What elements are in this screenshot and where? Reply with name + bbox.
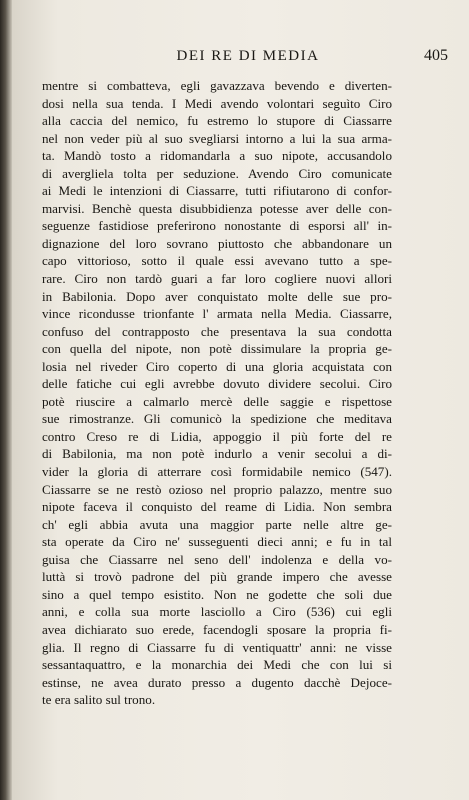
body-text xyxy=(42,77,392,709)
text-line: sessantaquattro, e la monarchia dei Medi che con lui si xyxy=(42,657,392,673)
text-line: anni, e colla sua morte lasciollo a Ciro (536) cui egli xyxy=(42,604,392,620)
text-line: luttà si trovò padrone del più grande impero che avesse xyxy=(42,569,392,585)
text-line: sino a quel tempo esistito. Non ne godette che soli due xyxy=(42,586,392,602)
text-line: estinse, ne avea durato presso a dugento dacchè Dejoce- xyxy=(42,674,392,690)
text-line: capo vittorioso, sotto il quale essi avevano tutto a spe- xyxy=(42,253,392,269)
text-line: con quella del nipote, non potè dissimulare la propria ge- xyxy=(42,341,392,357)
text-line: contro Creso re di Lidia, appoggio il più forte del re xyxy=(42,428,392,444)
text-line: glia. Il regno di Ciassarre fu di ventiquattr' anni: ne visse xyxy=(42,639,392,655)
text-line: alla caccia del nemico, fu estremo lo stupore di Ciassarre xyxy=(42,113,392,129)
text-line: marvisi. Benchè questa disubbidienza potesse aver delle con- xyxy=(42,200,392,216)
text-line: Ciassarre se ne restò ozioso nel proprio palazzo, mentre suo xyxy=(42,481,392,497)
text-line: seguenze fastidiose preferirono nonostante di esporsi all' in- xyxy=(42,218,392,234)
page-header xyxy=(48,48,448,70)
book-gutter-shadow xyxy=(0,0,12,800)
page-number: 405 xyxy=(424,47,448,64)
text-line: potè riuscire a calmarlo mercè delle saggie e rispettose xyxy=(42,393,392,409)
text-line: sta operate da Ciro ne' susseguenti dieci anni; e fu in tal xyxy=(42,534,392,550)
text-line: sue rimostranze. Gli comunicò la spedizione che meditava xyxy=(42,411,392,427)
text-line: vince ricondusse trionfante l' armata nella Media. Ciassarre, xyxy=(42,306,392,322)
text-line: dosi nella sua tenda. I Medi avendo volontari seguìto Ciro xyxy=(42,95,392,111)
text-line: di avergliela tolta per seduzione. Avendo Ciro comunicate xyxy=(42,165,392,181)
text-line: dignazione del loro sovrano piuttosto che abbandonare un xyxy=(42,235,392,251)
text-line: vider la gloria di atterrare così formidabile nemico (547). xyxy=(42,464,392,480)
text-line: mentre si combatteva, egli gavazzava bevendo e diverten- xyxy=(42,78,392,93)
text-line: nel non veder più al suo svegliarsi intorno a lui la sua arma- xyxy=(42,130,392,146)
text-line: ta. Mandò tosto a ridomandarla a suo nipote, accusandolo xyxy=(42,148,392,164)
text-line: ai Medi le intenzioni di Ciassarre, tutti rifiutarono di confor- xyxy=(42,183,392,199)
running-title: DEI RE DI MEDIA xyxy=(176,48,320,64)
text-line: guisa che Ciassarre nel seno dell' indolenza e della vo- xyxy=(42,551,392,567)
text-line: confuso del contrapposto che presentava la sua condotta xyxy=(42,323,392,339)
text-line: rare. Ciro non tardò guari a far loro cogliere nuovi allori xyxy=(42,271,392,287)
text-line: te era salito sul trono. xyxy=(42,692,156,708)
text-line: nipote faceva il conquisto del reame di Lidia. Non sembra xyxy=(42,499,392,515)
text-line: losia nel riveder Ciro coperto di una gloria acquistata con xyxy=(42,358,392,374)
text-line: in Babilonia. Dopo aver conquistato molte delle sue pro- xyxy=(42,288,392,304)
text-line: ch' egli abbia avuta una maggior parte nelle altre ge- xyxy=(42,516,392,532)
text-line: di Babilonia, ma non potè indurlo a venir secolui a di- xyxy=(42,446,392,462)
text-line: delle fatiche cui egli avrebbe dovuto dividere secolui. Ciro xyxy=(42,376,392,392)
text-line: avea dichiarato suo erede, facendogli sposare la propria fi- xyxy=(42,621,392,637)
